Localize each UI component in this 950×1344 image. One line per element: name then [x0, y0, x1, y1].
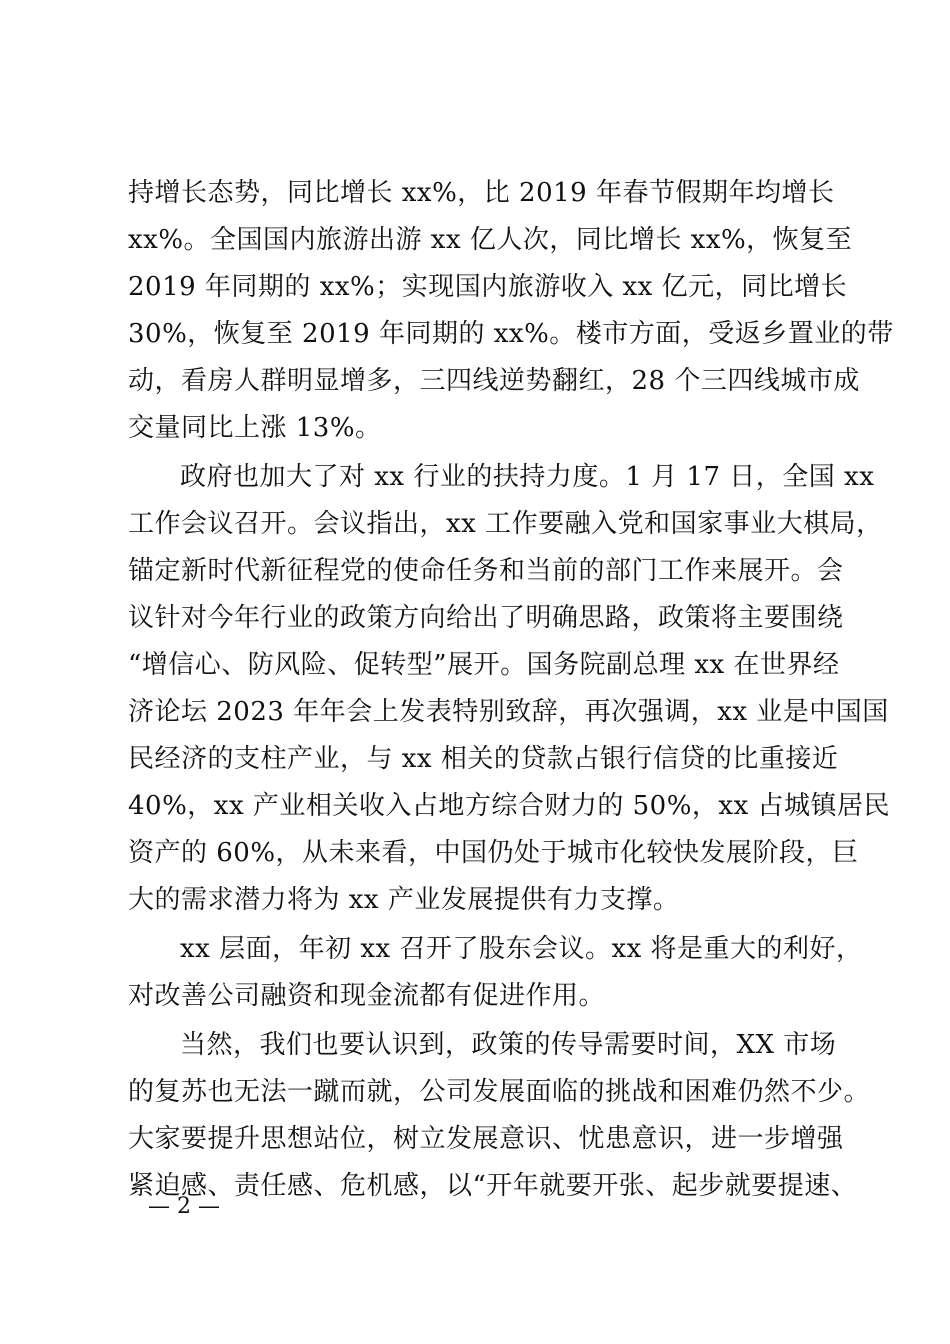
page-number: — 2 —	[148, 1194, 220, 1219]
text-line: 大的需求潜力将为 xx 产业发展提供有力支撑。	[128, 885, 680, 915]
text-line: 议针对今年行业的政策方向给出了明确思路，政策将主要围绕	[128, 603, 844, 633]
text-line: 的复苏也无法一蹴而就，公司发展面临的挑战和困难仍然不少。	[128, 1077, 871, 1107]
text-line: 锚定新时代新征程党的使命任务和当前的部门工作来展开。会	[128, 556, 844, 586]
text-line: 持增长态势，同比增长 xx%，比 2019 年春节假期年均增长	[128, 178, 835, 208]
text-line: 对改善公司融资和现金流都有促进作用。	[128, 981, 606, 1011]
text-line: 大家要提升思想站位，树立发展意识、忧患意识，进一步增强	[128, 1124, 844, 1154]
text-line: 30%，恢复至 2019 年同期的 xx%。楼市方面，受返乡置业的带	[128, 319, 894, 349]
text-line: xx 层面，年初 xx 召开了股东会议。xx 将是重大的利好，	[180, 934, 863, 964]
text-line: “增信心、防风险、促转型”展开。国务院副总理 xx 在世界经	[128, 650, 840, 680]
text-line: 工作会议召开。会议指出，xx 工作要融入党和国家事业大棋局，	[128, 509, 883, 539]
text-line: 民经济的支柱产业，与 xx 相关的贷款占银行信贷的比重接近	[128, 744, 839, 774]
text-line: xx%。全国国内旅游出游 xx 亿人次，同比增长 xx%，恢复至	[128, 225, 853, 255]
text-line: 资产的 60%，从未来看，中国仍处于城市化较快发展阶段，巨	[128, 838, 859, 868]
text-line: 当然，我们也要认识到，政策的传导需要时间，XX 市场	[180, 1030, 837, 1060]
text-line: 2019 年同期的 xx%；实现国内旅游收入 xx 亿元，同比增长	[128, 272, 848, 302]
text-line: 济论坛 2023 年年会上发表特别致辞，再次强调，xx 业是中国国	[128, 697, 889, 727]
text-line: 紧迫感、责任感、危机感，以“开年就要开张、起步就要提速、	[128, 1171, 858, 1201]
text-line: 40%，xx 产业相关收入占地方综合财力的 50%，xx 占城镇居民	[128, 791, 891, 821]
text-line: 动，看房人群明显增多，三四线逆势翻红，28 个三四线城市成	[128, 366, 860, 396]
text-line: 交量同比上涨 13%。	[128, 413, 382, 443]
text-line: 政府也加大了对 xx 行业的扶持力度。1 月 17 日，全国 xx	[180, 462, 875, 492]
